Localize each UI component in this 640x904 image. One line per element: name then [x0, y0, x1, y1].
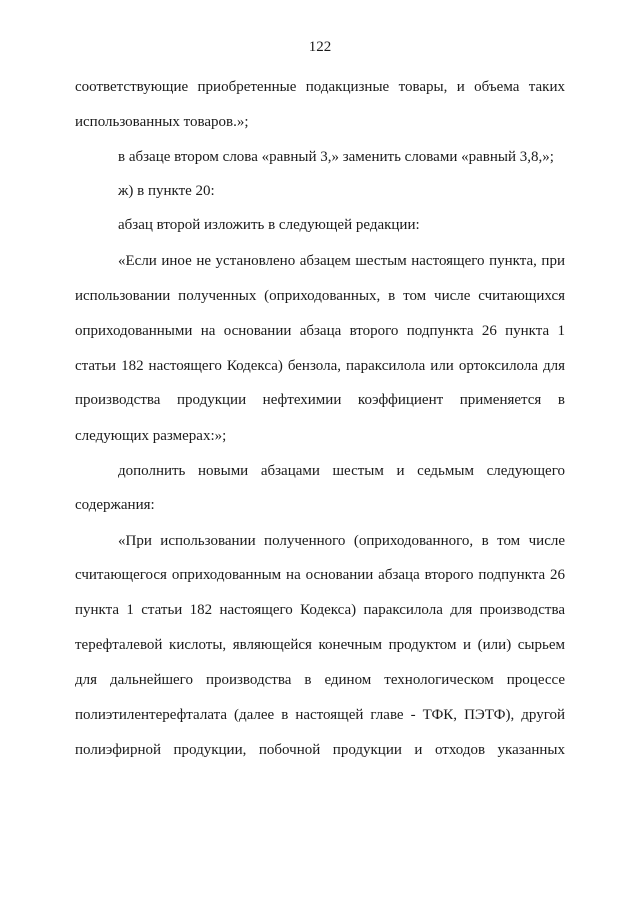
text-line: содержания: [75, 497, 155, 513]
text-line: для дальнейшего производства в едином технологическом процессе [75, 672, 565, 688]
text-line: соответствующие приобретенные подакцизные товары, и объема таких [75, 79, 565, 95]
text-line: считающегося оприходованным на основании абзаца второго подпункта 26 [75, 567, 565, 583]
text-line: «Если иное не установлено абзацем шестым настоящего пункта, при [118, 253, 565, 269]
text-line: абзац второй изложить в следующей редакции: [118, 217, 420, 233]
text-line: использовании полученных (оприходованных, в том числе считающихся [75, 288, 565, 304]
text-line: «При использовании полученного (оприходованного, в том числе [118, 533, 565, 549]
text-line: производства продукции нефтехимии коэффициент применяется в [75, 392, 565, 408]
text-line: полиэфирной продукции, побочной продукции и отходов указанных [75, 742, 565, 758]
text-line: дополнить новыми абзацами шестым и седьмым следующего [118, 463, 565, 479]
text-line: в абзаце втором слова «равный 3,» заменить словами «равный 3,8,»; [118, 149, 554, 165]
text-line: полиэтилентерефталата (далее в настоящей главе - ТФК, ПЭТФ), другой [75, 707, 565, 723]
text-line: использованных товаров.»; [75, 114, 249, 130]
text-line: статьи 182 настоящего Кодекса) бензола, параксилола или ортоксилола для [75, 358, 565, 374]
text-line: терефталевой кислоты, являющейся конечным продуктом и (или) сырьем [75, 637, 565, 653]
text-line: оприходованными на основании абзаца второго подпункта 26 пункта 1 [75, 323, 565, 339]
text-line: пункта 1 статьи 182 настоящего Кодекса) параксилола для производства [75, 602, 565, 618]
text-line: следующих размерах:»; [75, 428, 227, 444]
page-number: 122 [308, 39, 332, 55]
text-line: ж) в пункте 20: [118, 183, 215, 199]
